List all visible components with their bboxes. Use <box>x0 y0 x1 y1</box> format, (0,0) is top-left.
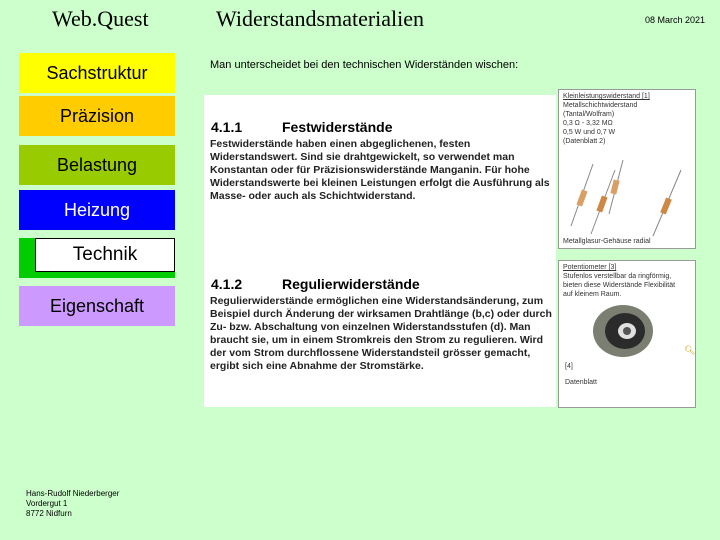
card-line: auf kleinem Raum. <box>563 291 622 298</box>
nav-button-belastung[interactable] <box>19 145 175 185</box>
card-caption: Metallglasur-Gehäuse radial <box>563 238 651 245</box>
author-street: Vordergut 1 <box>26 499 68 508</box>
section-number: 4.1.2 <box>211 276 243 292</box>
nav-button-technik-face[interactable] <box>35 238 175 272</box>
card-line: Kleinleistungswiderstand [1] <box>563 93 650 100</box>
date-label: 08 March 2021 <box>645 15 706 25</box>
section-number: 4.1.1 <box>211 119 243 135</box>
reference-marker: [4] <box>565 363 573 370</box>
card-line: Potentiometer [3] <box>563 264 617 271</box>
author-name: Hans-Rudolf Niederberger <box>26 489 120 498</box>
nav-button-sachstruktur[interactable] <box>19 53 175 93</box>
nav-label: Eigenschaft <box>49 295 145 316</box>
card-line: 0,3 Ω - 3,32 MΩ <box>563 120 613 127</box>
resistor-info-card <box>558 89 696 249</box>
document-excerpt <box>204 95 556 407</box>
page-title: Widerstandsmaterialien <box>216 6 425 31</box>
potentiometer-info-card <box>558 260 696 408</box>
section-body: Regulierwiderstände ermöglichen eine Widerstandsänderung, zum Beispiel durch Änderung der wirksamen Drahtlänge (b,c) oder durch Zu- bzw. Abschaltung von einzelnen Widerstandsstufen (d). Man braucht sie, um in einem Stromkreis den Strom zu regulieren. Wird der vom Strom durchflossene Widerstandsteil grösser gemacht, ergibt sich eine Abnahme der Stromstärke. <box>210 295 552 372</box>
nav-label: Heizung <box>63 199 131 220</box>
section-title: Festwiderstände <box>282 119 393 135</box>
nav-label: Präzision <box>59 105 135 126</box>
card-text <box>563 263 675 299</box>
nav-button-eigenschaft[interactable] <box>19 286 175 326</box>
card-line: 0,5 W und 0,7 W <box>563 129 616 136</box>
nav-label: Belastung <box>56 154 138 175</box>
nav-button-heizung[interactable] <box>19 190 175 230</box>
nav-button-praezision[interactable] <box>19 96 175 136</box>
card-line: bieten diese Widerstände Flexibilität <box>563 282 676 289</box>
author-city: 8772 Nidfurn <box>26 509 72 518</box>
resistors-photo <box>563 156 691 240</box>
brand-title: Web.Quest <box>52 6 149 31</box>
nav-label: Technik <box>72 244 138 265</box>
section-body: Festwiderstände haben einen abgeglichenen, festen Widerstandswert. Sind sie drahtgewickelt, so verwendet man Konstantan oder für Präzisionswiderstände Manganin. Für hohe Widerstandswerte bei kleinen Leistungen erfolgt die Ausführung als Masse- oder auch als Schichtwiderstand. <box>210 138 550 202</box>
section-title: Regulierwiderstände <box>282 276 420 292</box>
card-text <box>563 92 650 146</box>
card-line: (Datenblatt 2) <box>563 138 606 145</box>
card-line: Metallschichtwiderstand <box>563 102 638 109</box>
potentiometer-photo <box>589 299 659 359</box>
datasheet-link[interactable]: Datenblatt <box>565 379 597 386</box>
card-line: Stufenlos verstellbar da ringförmig, <box>563 273 672 280</box>
nav-label: Sachstruktur <box>46 62 148 83</box>
card-line: (Tantal/Wolfram) <box>563 111 615 118</box>
nav-button-technik[interactable] <box>19 238 175 278</box>
intro-text: Man unterscheidet bei den technischen Widerständen wischen: <box>210 59 519 71</box>
author-address <box>26 489 119 519</box>
magnifier-icon: 🔍︎ <box>684 345 696 355</box>
